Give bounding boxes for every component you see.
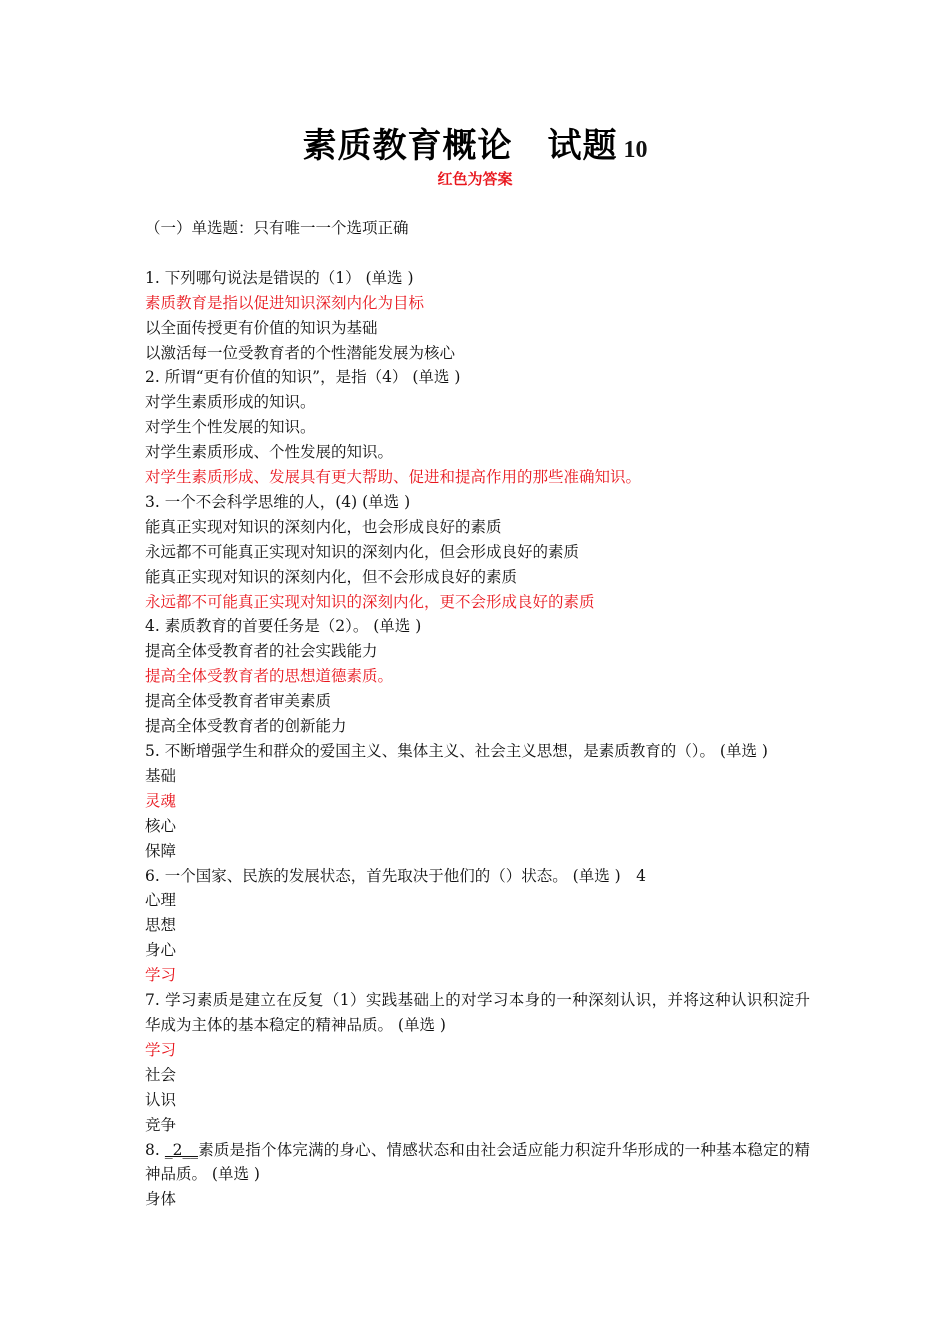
question-8 [145,1138,810,1188]
question-6-option-2: 思想 [145,916,177,935]
question-8-number: 8. [145,1140,165,1159]
question-5-option-3: 核心 [145,816,177,835]
question-5-option-2-answer: 灵魂 [145,791,177,810]
section-heading: （一）单选题：只有唯一一个选项正确 [145,219,409,237]
question-5: 5. 不断增强学生和群众的爱国主义、集体主义、社会主义思想，是素质教育的（）。 (单选 ) [145,742,768,761]
question-4: 4. 素质教育的首要任务是（2）。 (单选 ) [145,617,422,636]
question-2: 2. 所谓“更有价值的知识”，是指（4） (单选 ) [145,368,461,387]
question-7-option-2: 社会 [145,1065,177,1084]
question-5-option-4: 保障 [145,841,177,860]
question-6: 6. 一个国家、民族的发展状态，首先取决于他们的（）状态。 (单选 ) 4 [145,866,647,885]
page-title [0,118,950,167]
question-3-option-4-answer: 永远都不可能真正实现对知识的深刻内化，更不会形成良好的素质 [145,592,595,611]
document-body [145,216,810,1212]
question-7-option-3: 认识 [145,1090,177,1109]
question-1-option-1-answer: 素质教育是指以促进知识深刻内化为目标 [145,293,425,312]
question-2-option-1: 对学生素质形成的知识。 [145,393,316,412]
question-6-option-3: 身心 [145,941,177,960]
question-4-option-1: 提高全体受教育者的社会实践能力 [145,642,378,661]
question-8-text: 素质是指个体完满的身心、情感状态和由社会适应能力积淀升华形成的一种基本稳定的精神品质。 (单选 ) [145,1140,810,1184]
question-4-option-4: 提高全体受教育者的创新能力 [145,717,347,736]
question-2-option-2: 对学生个性发展的知识。 [145,418,316,437]
question-4-option-3: 提高全体受教育者审美素质 [145,692,332,711]
question-5-option-1: 基础 [145,766,177,785]
question-2-option-4-answer: 对学生素质形成、发展具有更大帮助、促进和提高作用的那些准确知识。 [145,468,642,487]
question-1-option-2: 以全面传授更有价值的知识为基础 [145,318,378,337]
question-6-option-4-answer: 学习 [145,966,177,985]
question-8-option-1: 身体 [145,1190,177,1209]
question-7-option-1-answer: 学习 [145,1040,177,1059]
question-3-option-3: 能真正实现对知识的深刻内化，但不会形成良好的素质 [145,567,518,586]
question-3: 3. 一个不会科学思维的人，(4) (单选 ) [145,492,411,511]
question-7-option-4: 竞争 [145,1115,177,1134]
question-1: 1. 下列哪句说法是错误的（1） (单选 ) [145,268,414,287]
page-subtitle: 红色为答案 [437,170,513,188]
question-4-option-2-answer: 提高全体受教育者的思想道德素质。 [145,667,394,686]
question-2-option-3: 对学生素质形成、个性发展的知识。 [145,443,394,462]
question-3-option-1: 能真正实现对知识的深刻内化，也会形成良好的素质 [145,517,502,536]
question-8-blank: _2__ [164,1140,199,1159]
question-3-option-2: 永远都不可能真正实现对知识的深刻内化，但会形成良好的素质 [145,542,580,561]
question-1-option-3: 以激活每一位受教育者的个性潜能发展为核心 [145,343,456,362]
question-6-option-1: 心理 [145,891,177,910]
question-7: 7. 学习素质是建立在反复（1）实践基础上的对学习本身的一种深刻认识，并将这种认识积淀升华成为主体的基本稳定的精神品质。 (单选 ) [145,991,810,1034]
title-main: 素质教育概论 试题 [302,126,618,166]
title-number: 10 [623,137,648,163]
